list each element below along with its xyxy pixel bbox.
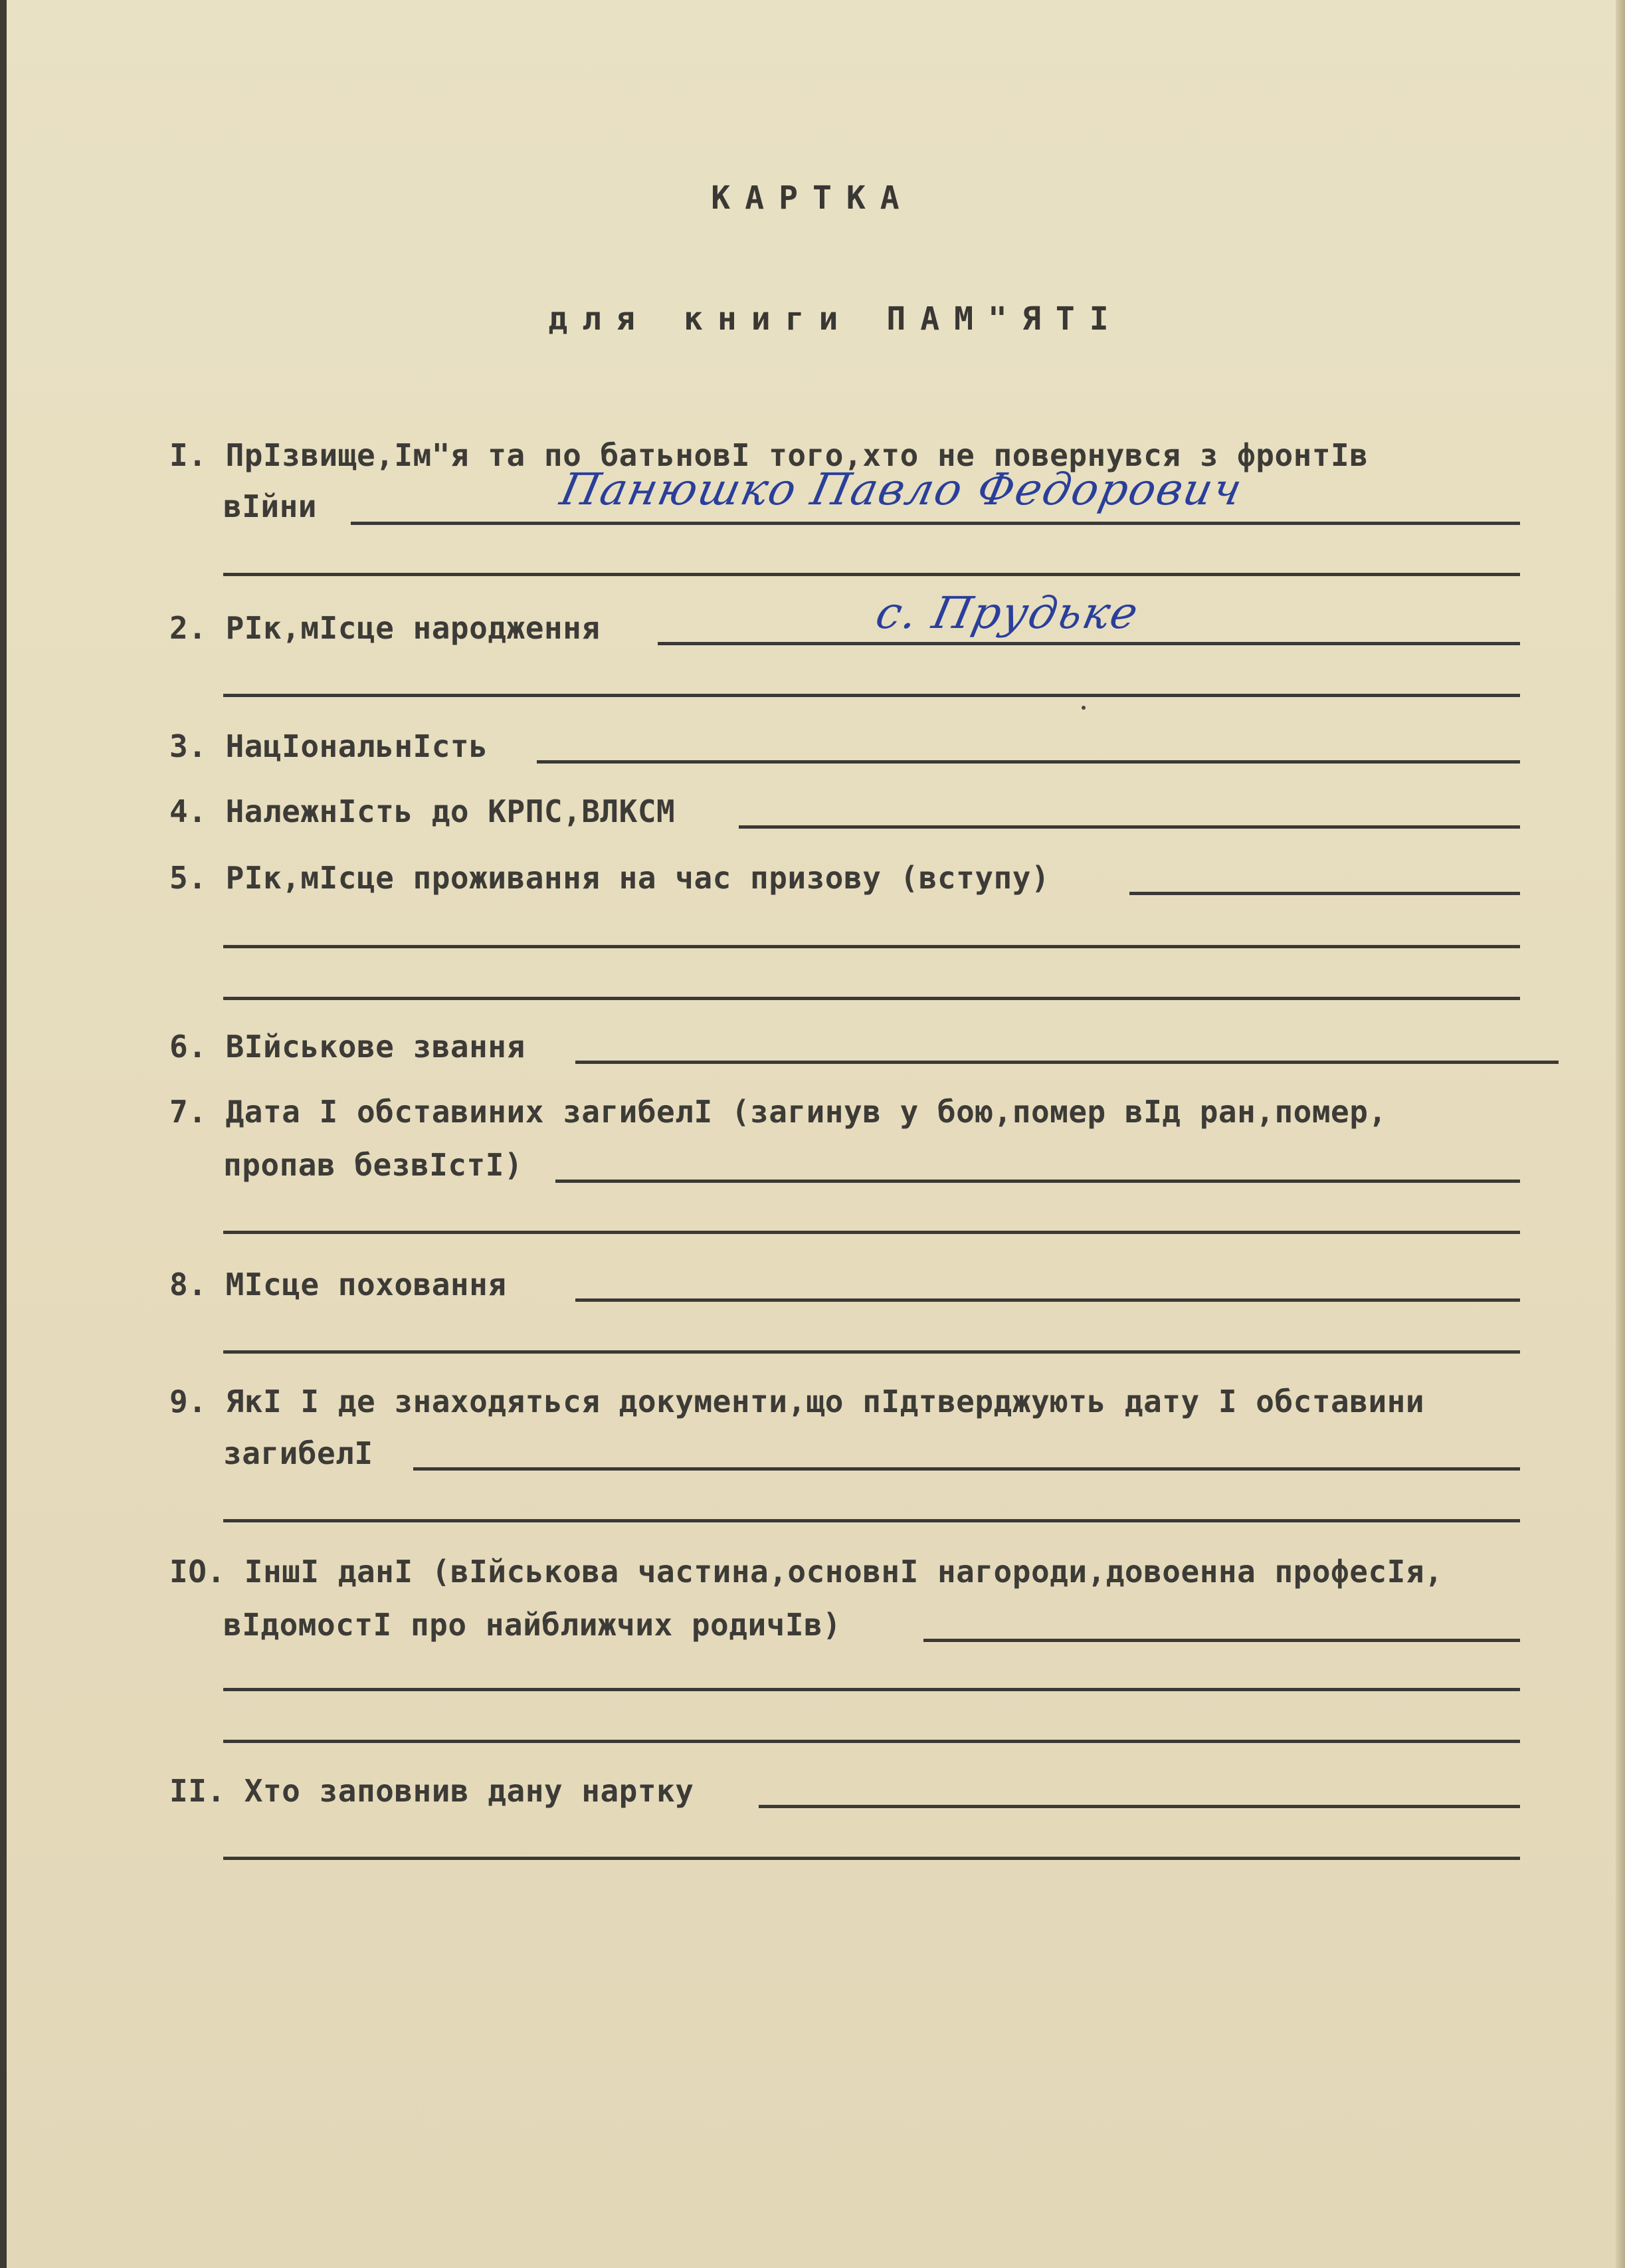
field-6-line[interactable] (575, 1061, 1559, 1064)
field-1-line-1[interactable] (351, 522, 1520, 525)
card-subtitle: для книги ПАМ"ЯТІ (548, 300, 1123, 338)
field-1-label-line-2: вIйни (223, 488, 317, 524)
field-6-label: 6. ВIйськове звання (169, 1029, 526, 1065)
field-1-handwritten-name: Панюшко Павло Федорович (555, 464, 1248, 515)
field-11-line-2[interactable] (223, 1857, 1520, 1860)
card-title: КАРТКА (711, 179, 914, 217)
field-1-line-2[interactable] (223, 573, 1520, 576)
field-10-label-line-2: вIдомостI про найближчих родичIв) (223, 1607, 842, 1643)
field-7-label-line-2: пропав безвIстI) (223, 1147, 524, 1183)
field-7-line-2[interactable] (223, 1231, 1520, 1234)
field-1-label-line-1: I. ПрIзвище,Iм"я та по батьновI того,хто не повернувся з фронтIв (169, 437, 1369, 473)
field-9-line-2[interactable] (223, 1519, 1520, 1522)
field-3-label: 3. НацIональнIсть (169, 728, 488, 764)
field-7-line-1[interactable] (555, 1180, 1520, 1183)
field-10-line-2[interactable] (223, 1688, 1520, 1691)
field-8-label: 8. МIсце поховання (169, 1267, 507, 1302)
field-11-line-1[interactable] (759, 1805, 1520, 1808)
field-7-label-line-1: 7. Дата I обставиних загибелI (загинув у бою,помер вIд ран,помер, (169, 1094, 1387, 1130)
field-4-label: 4. НалежнIсть до КРПС,ВЛКСМ (169, 793, 676, 829)
field-10-label-line-1: IO. IншI данI (вIйськова частина,основнI нагороди,довоенна професIя, (169, 1554, 1444, 1590)
paper-speck (1082, 706, 1086, 710)
field-5-line-2[interactable] (223, 945, 1520, 948)
scan-edge-right (1616, 0, 1625, 2268)
field-2-line-2[interactable] (223, 694, 1520, 697)
field-8-line-2[interactable] (223, 1350, 1520, 1354)
field-10-line-1[interactable] (923, 1639, 1520, 1642)
field-9-label-line-2: загибелI (223, 1435, 373, 1471)
field-8-line-1[interactable] (575, 1298, 1520, 1302)
field-10-line-3[interactable] (223, 1740, 1520, 1743)
scan-edge-left (0, 0, 7, 2268)
field-4-line[interactable] (739, 825, 1520, 829)
field-5-label: 5. РIк,мIсце проживання на час призову (вступу) (169, 860, 1050, 896)
field-11-label: II. Хто заповнив дану нартку (169, 1773, 694, 1809)
field-5-line-3[interactable] (223, 997, 1520, 1000)
field-5-line-1[interactable] (1129, 892, 1520, 895)
field-3-line[interactable] (537, 760, 1520, 764)
field-2-label: 2. РIк,мIсце народження (169, 610, 601, 646)
field-9-line-1[interactable] (413, 1467, 1520, 1471)
field-9-label-line-1: 9. ЯкI I де знаходяться документи,що пIдтверджують дату I обставини (169, 1384, 1425, 1419)
field-2-handwritten-place: с. Прудьке (871, 587, 1144, 639)
field-2-line-1[interactable] (658, 642, 1520, 645)
